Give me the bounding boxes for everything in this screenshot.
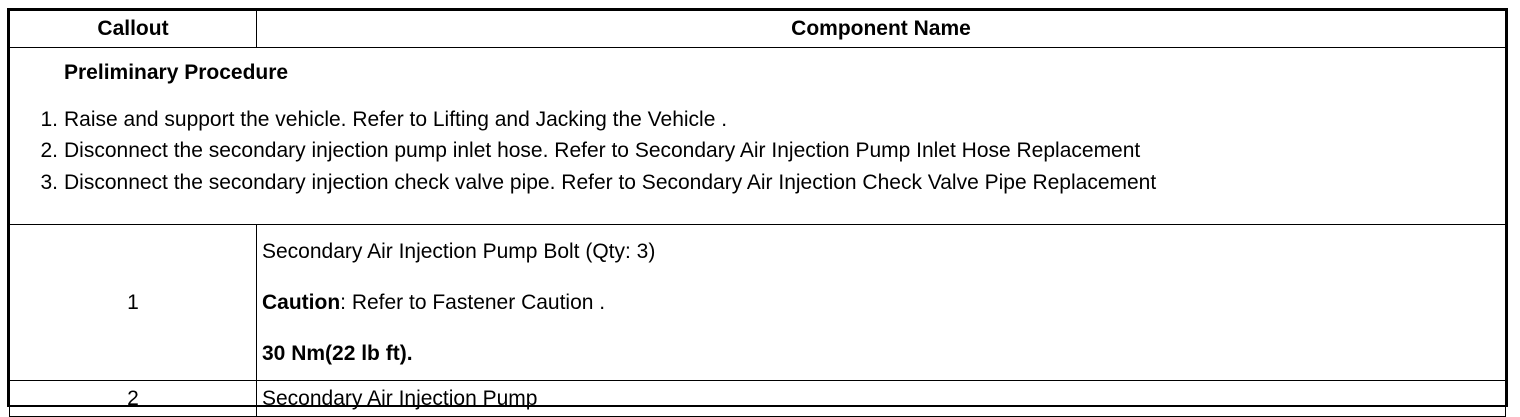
step-text: Disconnect the secondary injection check valve pipe. Refer to Secondary Air Injection Check Valve Pipe Replacement	[64, 170, 1157, 194]
component-name-cell: Secondary Air Injection Pump	[257, 381, 1506, 417]
step-number: 3.	[40, 170, 58, 194]
component-name: Secondary Air Injection Pump Bolt (Qty: 3)	[262, 240, 656, 263]
header-component-name: Component Name	[257, 11, 1506, 48]
table-row	[10, 381, 1506, 417]
callout-cell: 1	[10, 225, 257, 381]
preliminary-procedure-row	[10, 48, 1506, 225]
caution-label: Caution	[262, 291, 341, 315]
table-header-row	[10, 11, 1506, 48]
preliminary-step	[10, 170, 1505, 195]
caution-text: : Refer to Fastener Caution .	[340, 291, 606, 315]
component-name-cell	[257, 225, 1506, 381]
step-number: 2.	[40, 139, 58, 163]
torque-spec: 30 Nm(22 lb ft).	[262, 342, 413, 366]
header-callout: Callout	[10, 11, 257, 48]
preliminary-procedure-title: Preliminary Procedure	[64, 61, 289, 84]
table-row	[10, 225, 1506, 381]
preliminary-step	[10, 107, 1505, 132]
component-table-container	[7, 8, 1508, 410]
step-text: Raise and support the vehicle. Refer to Lifting and Jacking the Vehicle .	[64, 108, 728, 132]
preliminary-step	[10, 138, 1505, 163]
callout-cell: 2	[10, 381, 257, 417]
step-text: Disconnect the secondary injection pump inlet hose. Refer to Secondary Air Injection Pump Inlet Hose Replacement	[64, 139, 1141, 163]
preliminary-procedure-cell	[10, 48, 1506, 225]
caution-line	[262, 290, 1505, 315]
component-table	[9, 10, 1506, 417]
preliminary-steps-list	[10, 107, 1505, 195]
step-number: 1.	[40, 108, 58, 132]
